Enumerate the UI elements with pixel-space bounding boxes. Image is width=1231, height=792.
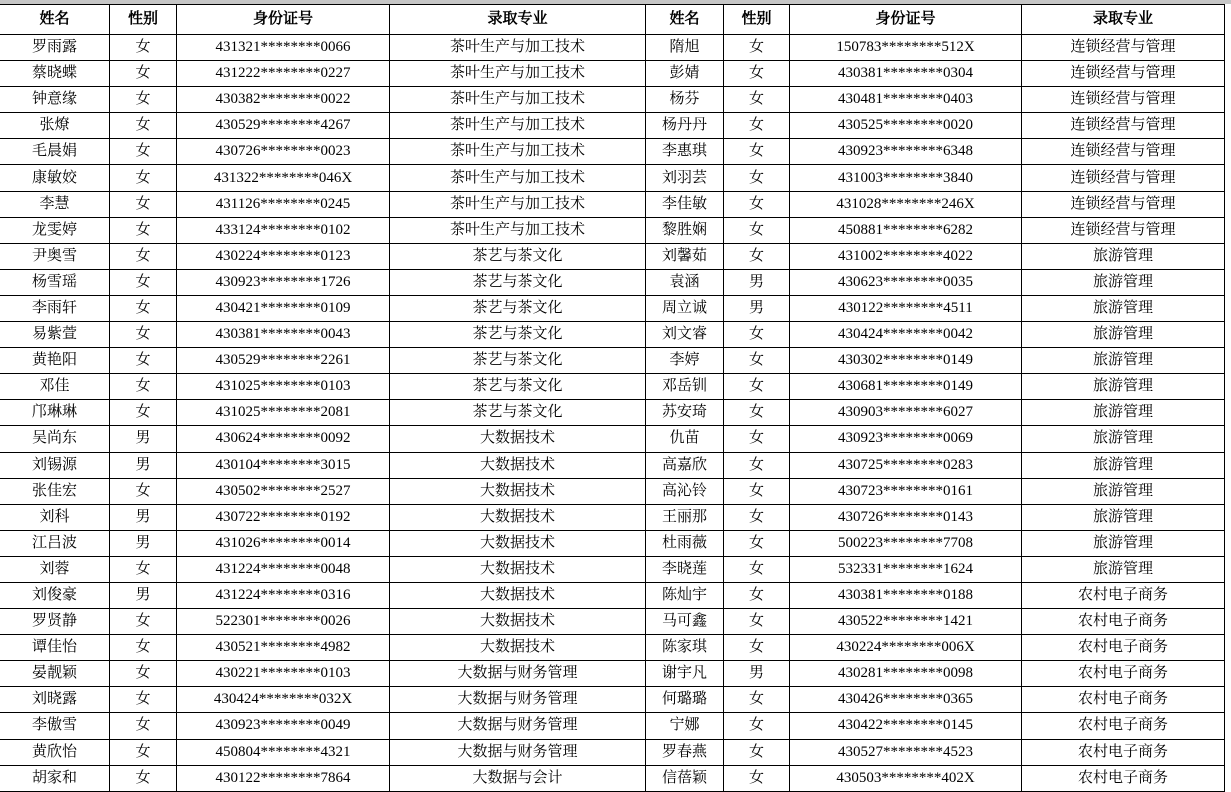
- table-row: [0, 296, 1225, 322]
- cell-id[interactable]: 431224********0316: [177, 583, 390, 608]
- cell-id[interactable]: 430382********0022: [177, 87, 390, 112]
- cell-id[interactable]: 430381********0188: [790, 583, 1022, 608]
- cell-id[interactable]: 500223********7708: [790, 531, 1022, 556]
- cell-gender[interactable]: 女: [724, 139, 790, 164]
- cell-gender[interactable]: 女: [110, 270, 177, 295]
- cell-id[interactable]: 430503********402X: [790, 766, 1022, 791]
- cell-major[interactable]: 连锁经营与管理: [1022, 61, 1225, 86]
- cell-name[interactable]: 李雨轩: [0, 296, 110, 321]
- cell-major[interactable]: 大数据技术: [390, 583, 646, 608]
- cell-major[interactable]: 茶叶生产与加工技术: [390, 87, 646, 112]
- cell-name[interactable]: 邓岳钏: [646, 374, 724, 399]
- cell-name[interactable]: 陈灿宇: [646, 583, 724, 608]
- cell-id[interactable]: 430681********0149: [790, 374, 1022, 399]
- cell-gender[interactable]: 女: [724, 218, 790, 243]
- cell-gender[interactable]: 女: [724, 766, 790, 791]
- cell-major[interactable]: 连锁经营与管理: [1022, 192, 1225, 217]
- cell-gender[interactable]: 女: [110, 113, 177, 138]
- cell-major[interactable]: 大数据技术: [390, 609, 646, 634]
- cell-gender[interactable]: 女: [110, 61, 177, 86]
- cell-major[interactable]: 旅游管理: [1022, 374, 1225, 399]
- cell-id[interactable]: 430224********0123: [177, 244, 390, 269]
- cell-name[interactable]: 罗春燕: [646, 740, 724, 765]
- cell-major[interactable]: 茶艺与茶文化: [390, 270, 646, 295]
- cell-major[interactable]: 茶叶生产与加工技术: [390, 113, 646, 138]
- cell-id[interactable]: 431028********246X: [790, 192, 1022, 217]
- cell-name[interactable]: 袁涵: [646, 270, 724, 295]
- table-row: [0, 453, 1225, 479]
- header-gender-right: 性别: [724, 5, 790, 34]
- cell-id[interactable]: 430481********0403: [790, 87, 1022, 112]
- cell-gender[interactable]: 女: [110, 740, 177, 765]
- cell-id[interactable]: 450804********4321: [177, 740, 390, 765]
- header-id-right: 身份证号: [790, 5, 1022, 34]
- cell-id[interactable]: 430104********3015: [177, 453, 390, 478]
- cell-major[interactable]: 旅游管理: [1022, 296, 1225, 321]
- cell-major[interactable]: 连锁经营与管理: [1022, 113, 1225, 138]
- cell-gender[interactable]: 女: [110, 139, 177, 164]
- cell-id[interactable]: 430923********0049: [177, 713, 390, 738]
- cell-name[interactable]: 胡家和: [0, 766, 110, 791]
- cell-name[interactable]: 张燎: [0, 113, 110, 138]
- cell-name[interactable]: 黄欣怡: [0, 740, 110, 765]
- cell-name[interactable]: 张佳宏: [0, 479, 110, 504]
- cell-major[interactable]: 茶叶生产与加工技术: [390, 61, 646, 86]
- cell-id[interactable]: 430224********006X: [790, 635, 1022, 660]
- cell-gender[interactable]: 女: [110, 192, 177, 217]
- cell-id[interactable]: 431126********0245: [177, 192, 390, 217]
- cell-id[interactable]: 431002********4022: [790, 244, 1022, 269]
- cell-major[interactable]: 连锁经营与管理: [1022, 35, 1225, 60]
- cell-name[interactable]: 李慧: [0, 192, 110, 217]
- cell-id[interactable]: 430624********0092: [177, 426, 390, 451]
- cell-major[interactable]: 茶叶生产与加工技术: [390, 139, 646, 164]
- cell-name[interactable]: 谢宇凡: [646, 661, 724, 686]
- cell-gender[interactable]: 男: [110, 426, 177, 451]
- cell-id[interactable]: 430422********0145: [790, 713, 1022, 738]
- cell-major[interactable]: 农村电子商务: [1022, 713, 1225, 738]
- cell-id[interactable]: 430302********0149: [790, 348, 1022, 373]
- table-row: [0, 713, 1225, 739]
- cell-gender[interactable]: 女: [724, 635, 790, 660]
- cell-id[interactable]: 431224********0048: [177, 557, 390, 582]
- table-row: [0, 557, 1225, 583]
- cell-major[interactable]: 大数据技术: [390, 635, 646, 660]
- cell-major[interactable]: 旅游管理: [1022, 505, 1225, 530]
- cell-id[interactable]: 430726********0143: [790, 505, 1022, 530]
- cell-id[interactable]: 430723********0161: [790, 479, 1022, 504]
- cell-major[interactable]: 茶艺与茶文化: [390, 400, 646, 425]
- cell-name[interactable]: 尹奥雪: [0, 244, 110, 269]
- cell-id[interactable]: 430221********0103: [177, 661, 390, 686]
- table-header-row: [0, 5, 1225, 35]
- cell-gender[interactable]: 女: [110, 766, 177, 791]
- cell-gender[interactable]: 女: [724, 713, 790, 738]
- cell-major[interactable]: 大数据技术: [390, 531, 646, 556]
- cell-major[interactable]: 茶叶生产与加工技术: [390, 35, 646, 60]
- cell-major[interactable]: 大数据技术: [390, 453, 646, 478]
- cell-name[interactable]: 李傲雪: [0, 713, 110, 738]
- cell-major[interactable]: 农村电子商务: [1022, 766, 1225, 791]
- cell-major[interactable]: 茶叶生产与加工技术: [390, 218, 646, 243]
- cell-name[interactable]: 蔡晓蝶: [0, 61, 110, 86]
- table-body: [0, 35, 1225, 792]
- cell-name[interactable]: 高沁铃: [646, 479, 724, 504]
- cell-id[interactable]: 430421********0109: [177, 296, 390, 321]
- cell-name[interactable]: 李晓莲: [646, 557, 724, 582]
- cell-name[interactable]: 杨雪瑶: [0, 270, 110, 295]
- cell-major[interactable]: 旅游管理: [1022, 270, 1225, 295]
- cell-id[interactable]: 430381********0304: [790, 61, 1022, 86]
- cell-name[interactable]: 邝琳琳: [0, 400, 110, 425]
- cell-id[interactable]: 431322********046X: [177, 165, 390, 190]
- cell-major[interactable]: 大数据与财务管理: [390, 713, 646, 738]
- cell-name[interactable]: 刘羽芸: [646, 165, 724, 190]
- cell-major[interactable]: 大数据技术: [390, 505, 646, 530]
- header-name-left: 姓名: [0, 5, 110, 34]
- cell-gender[interactable]: 女: [110, 687, 177, 712]
- cell-name[interactable]: 刘俊豪: [0, 583, 110, 608]
- cell-gender[interactable]: 男: [724, 661, 790, 686]
- cell-id[interactable]: 430522********1421: [790, 609, 1022, 634]
- cell-name[interactable]: 刘文睿: [646, 322, 724, 347]
- cell-name[interactable]: 刘科: [0, 505, 110, 530]
- cell-id[interactable]: 532331********1624: [790, 557, 1022, 582]
- cell-major[interactable]: 旅游管理: [1022, 557, 1225, 582]
- cell-gender[interactable]: 女: [724, 87, 790, 112]
- cell-name[interactable]: 李惠琪: [646, 139, 724, 164]
- cell-gender[interactable]: 女: [110, 557, 177, 582]
- cell-id[interactable]: 430502********2527: [177, 479, 390, 504]
- cell-name[interactable]: 刘蓉: [0, 557, 110, 582]
- cell-id[interactable]: 430722********0192: [177, 505, 390, 530]
- cell-major[interactable]: 大数据与财务管理: [390, 661, 646, 686]
- cell-name[interactable]: 罗贤静: [0, 609, 110, 634]
- cell-id[interactable]: 430529********4267: [177, 113, 390, 138]
- cell-name[interactable]: 何璐璐: [646, 687, 724, 712]
- table-row: [0, 348, 1225, 374]
- header-name-right: 姓名: [646, 5, 724, 34]
- cell-name[interactable]: 晏靓颖: [0, 661, 110, 686]
- cell-id[interactable]: 430623********0035: [790, 270, 1022, 295]
- cell-id[interactable]: 430527********4523: [790, 740, 1022, 765]
- cell-id[interactable]: 430381********0043: [177, 322, 390, 347]
- cell-id[interactable]: 150783********512X: [790, 35, 1022, 60]
- cell-id[interactable]: 430903********6027: [790, 400, 1022, 425]
- cell-name[interactable]: 宁娜: [646, 713, 724, 738]
- cell-major[interactable]: 连锁经营与管理: [1022, 218, 1225, 243]
- cell-gender[interactable]: 男: [110, 453, 177, 478]
- cell-major[interactable]: 农村电子商务: [1022, 661, 1225, 686]
- cell-name[interactable]: 隋旭: [646, 35, 724, 60]
- cell-major[interactable]: 农村电子商务: [1022, 583, 1225, 608]
- table-row: [0, 218, 1225, 244]
- table-row: [0, 740, 1225, 766]
- cell-gender[interactable]: 女: [724, 557, 790, 582]
- cell-gender[interactable]: 女: [724, 531, 790, 556]
- cell-name[interactable]: 谭佳怡: [0, 635, 110, 660]
- cell-gender[interactable]: 女: [724, 426, 790, 451]
- cell-name[interactable]: 刘馨茹: [646, 244, 724, 269]
- cell-gender[interactable]: 女: [110, 87, 177, 112]
- cell-major[interactable]: 茶叶生产与加工技术: [390, 165, 646, 190]
- cell-major[interactable]: 旅游管理: [1022, 479, 1225, 504]
- header-major-left: 录取专业: [390, 5, 646, 34]
- cell-id[interactable]: 430923********1726: [177, 270, 390, 295]
- table-row: [0, 505, 1225, 531]
- cell-id[interactable]: 450881********6282: [790, 218, 1022, 243]
- cell-gender[interactable]: 女: [724, 505, 790, 530]
- table-row: [0, 531, 1225, 557]
- cell-major[interactable]: 大数据技术: [390, 426, 646, 451]
- cell-name[interactable]: 黎胜娴: [646, 218, 724, 243]
- cell-major[interactable]: 大数据与财务管理: [390, 687, 646, 712]
- cell-gender[interactable]: 女: [724, 35, 790, 60]
- cell-gender[interactable]: 女: [110, 661, 177, 686]
- cell-id[interactable]: 430122********7864: [177, 766, 390, 791]
- cell-name[interactable]: 康敏姣: [0, 165, 110, 190]
- cell-id[interactable]: 430424********0042: [790, 322, 1022, 347]
- table-row: [0, 61, 1225, 87]
- cell-gender[interactable]: 女: [110, 609, 177, 634]
- cell-name[interactable]: 刘晓露: [0, 687, 110, 712]
- table-row: [0, 687, 1225, 713]
- cell-name[interactable]: 马可鑫: [646, 609, 724, 634]
- cell-major[interactable]: 旅游管理: [1022, 400, 1225, 425]
- cell-gender[interactable]: 女: [110, 374, 177, 399]
- cell-name[interactable]: 杨丹丹: [646, 113, 724, 138]
- cell-major[interactable]: 连锁经营与管理: [1022, 165, 1225, 190]
- cell-major[interactable]: 农村电子商务: [1022, 687, 1225, 712]
- cell-gender[interactable]: 女: [110, 713, 177, 738]
- cell-gender[interactable]: 女: [724, 687, 790, 712]
- cell-gender[interactable]: 女: [724, 583, 790, 608]
- table-row: [0, 583, 1225, 609]
- table-row: [0, 400, 1225, 426]
- cell-name[interactable]: 李佳敏: [646, 192, 724, 217]
- cell-name[interactable]: 江吕波: [0, 531, 110, 556]
- cell-gender[interactable]: 女: [724, 609, 790, 634]
- cell-gender[interactable]: 男: [110, 505, 177, 530]
- table-row: [0, 35, 1225, 61]
- table-row: [0, 479, 1225, 505]
- cell-gender[interactable]: 女: [724, 322, 790, 347]
- cell-gender[interactable]: 女: [724, 479, 790, 504]
- cell-id[interactable]: 430923********0069: [790, 426, 1022, 451]
- cell-major[interactable]: 旅游管理: [1022, 453, 1225, 478]
- cell-id[interactable]: 430281********0098: [790, 661, 1022, 686]
- cell-id[interactable]: 431025********2081: [177, 400, 390, 425]
- table-row: [0, 113, 1225, 139]
- table-row: [0, 165, 1225, 191]
- cell-id[interactable]: 430426********0365: [790, 687, 1022, 712]
- cell-gender[interactable]: 男: [724, 270, 790, 295]
- cell-gender[interactable]: 女: [110, 244, 177, 269]
- cell-gender[interactable]: 女: [724, 244, 790, 269]
- cell-gender[interactable]: 女: [724, 192, 790, 217]
- cell-major[interactable]: 旅游管理: [1022, 426, 1225, 451]
- cell-name[interactable]: 邓佳: [0, 374, 110, 399]
- cell-name[interactable]: 彭婧: [646, 61, 724, 86]
- cell-name[interactable]: 高嘉欣: [646, 453, 724, 478]
- table-row: [0, 426, 1225, 452]
- table-row: [0, 609, 1225, 635]
- header-major-right: 录取专业: [1022, 5, 1225, 34]
- cell-gender[interactable]: 女: [110, 296, 177, 321]
- cell-major[interactable]: 旅游管理: [1022, 244, 1225, 269]
- cell-name[interactable]: 杨芬: [646, 87, 724, 112]
- cell-id[interactable]: 522301********0026: [177, 609, 390, 634]
- cell-gender[interactable]: 女: [724, 165, 790, 190]
- cell-name[interactable]: 仇苗: [646, 426, 724, 451]
- cell-gender[interactable]: 女: [110, 479, 177, 504]
- cell-id[interactable]: 430529********2261: [177, 348, 390, 373]
- cell-gender[interactable]: 女: [110, 635, 177, 660]
- cell-major[interactable]: 旅游管理: [1022, 348, 1225, 373]
- cell-gender[interactable]: 女: [110, 218, 177, 243]
- cell-major[interactable]: 大数据与财务管理: [390, 740, 646, 765]
- cell-gender[interactable]: 女: [110, 35, 177, 60]
- cell-id[interactable]: 431025********0103: [177, 374, 390, 399]
- cell-major[interactable]: 茶艺与茶文化: [390, 322, 646, 347]
- cell-name[interactable]: 易紫萱: [0, 322, 110, 347]
- cell-id[interactable]: 431222********0227: [177, 61, 390, 86]
- table-row: [0, 244, 1225, 270]
- cell-id[interactable]: 430122********4511: [790, 296, 1022, 321]
- cell-id[interactable]: 433124********0102: [177, 218, 390, 243]
- cell-name[interactable]: 毛晨娟: [0, 139, 110, 164]
- cell-name[interactable]: 吴尚东: [0, 426, 110, 451]
- cell-major[interactable]: 茶叶生产与加工技术: [390, 192, 646, 217]
- cell-name[interactable]: 刘锡源: [0, 453, 110, 478]
- table-row: [0, 192, 1225, 218]
- table-row: [0, 766, 1225, 792]
- header-gender-left: 性别: [110, 5, 177, 34]
- cell-name[interactable]: 王丽那: [646, 505, 724, 530]
- cell-name[interactable]: 钟意缘: [0, 87, 110, 112]
- cell-name[interactable]: 杜雨薇: [646, 531, 724, 556]
- cell-id[interactable]: 430521********4982: [177, 635, 390, 660]
- table-row: [0, 139, 1225, 165]
- table-row: [0, 374, 1225, 400]
- cell-gender[interactable]: 女: [110, 165, 177, 190]
- cell-gender[interactable]: 女: [724, 740, 790, 765]
- cell-major[interactable]: 大数据与会计: [390, 766, 646, 791]
- admission-table: [0, 4, 1225, 792]
- cell-name[interactable]: 陈家琪: [646, 635, 724, 660]
- table-row: [0, 87, 1225, 113]
- table-row: [0, 635, 1225, 661]
- cell-name[interactable]: 信蓓颖: [646, 766, 724, 791]
- cell-gender[interactable]: 女: [724, 400, 790, 425]
- cell-gender[interactable]: 女: [724, 453, 790, 478]
- cell-id[interactable]: 431003********3840: [790, 165, 1022, 190]
- cell-id[interactable]: 430923********6348: [790, 139, 1022, 164]
- cell-major[interactable]: 农村电子商务: [1022, 740, 1225, 765]
- table-row: [0, 270, 1225, 296]
- cell-major[interactable]: 旅游管理: [1022, 531, 1225, 556]
- cell-major[interactable]: 连锁经营与管理: [1022, 139, 1225, 164]
- cell-gender[interactable]: 女: [110, 322, 177, 347]
- cell-name[interactable]: 周立诚: [646, 296, 724, 321]
- cell-id[interactable]: 430424********032X: [177, 687, 390, 712]
- cell-id[interactable]: 430726********0023: [177, 139, 390, 164]
- cell-major[interactable]: 茶艺与茶文化: [390, 296, 646, 321]
- cell-id[interactable]: 430725********0283: [790, 453, 1022, 478]
- cell-gender[interactable]: 女: [110, 348, 177, 373]
- cell-major[interactable]: 旅游管理: [1022, 322, 1225, 347]
- cell-gender[interactable]: 男: [110, 583, 177, 608]
- cell-major[interactable]: 茶艺与茶文化: [390, 374, 646, 399]
- cell-major[interactable]: 茶艺与茶文化: [390, 244, 646, 269]
- cell-name[interactable]: 黄艳阳: [0, 348, 110, 373]
- cell-major[interactable]: 连锁经营与管理: [1022, 87, 1225, 112]
- cell-name[interactable]: 龙雯婷: [0, 218, 110, 243]
- cell-gender[interactable]: 女: [724, 374, 790, 399]
- cell-name[interactable]: 李婷: [646, 348, 724, 373]
- cell-major[interactable]: 茶艺与茶文化: [390, 348, 646, 373]
- cell-major[interactable]: 农村电子商务: [1022, 609, 1225, 634]
- cell-gender[interactable]: 男: [724, 296, 790, 321]
- table-row: [0, 322, 1225, 348]
- header-id-left: 身份证号: [177, 5, 390, 34]
- cell-id[interactable]: 431026********0014: [177, 531, 390, 556]
- cell-name[interactable]: 苏安琦: [646, 400, 724, 425]
- cell-major[interactable]: 大数据技术: [390, 479, 646, 504]
- table-row: [0, 661, 1225, 687]
- cell-id[interactable]: 430525********0020: [790, 113, 1022, 138]
- cell-gender[interactable]: 女: [724, 113, 790, 138]
- cell-gender[interactable]: 女: [724, 61, 790, 86]
- cell-gender[interactable]: 女: [110, 400, 177, 425]
- cell-major[interactable]: 大数据技术: [390, 557, 646, 582]
- cell-gender[interactable]: 女: [724, 348, 790, 373]
- cell-major[interactable]: 农村电子商务: [1022, 635, 1225, 660]
- cell-id[interactable]: 431321********0066: [177, 35, 390, 60]
- cell-gender[interactable]: 男: [110, 531, 177, 556]
- cell-name[interactable]: 罗雨露: [0, 35, 110, 60]
